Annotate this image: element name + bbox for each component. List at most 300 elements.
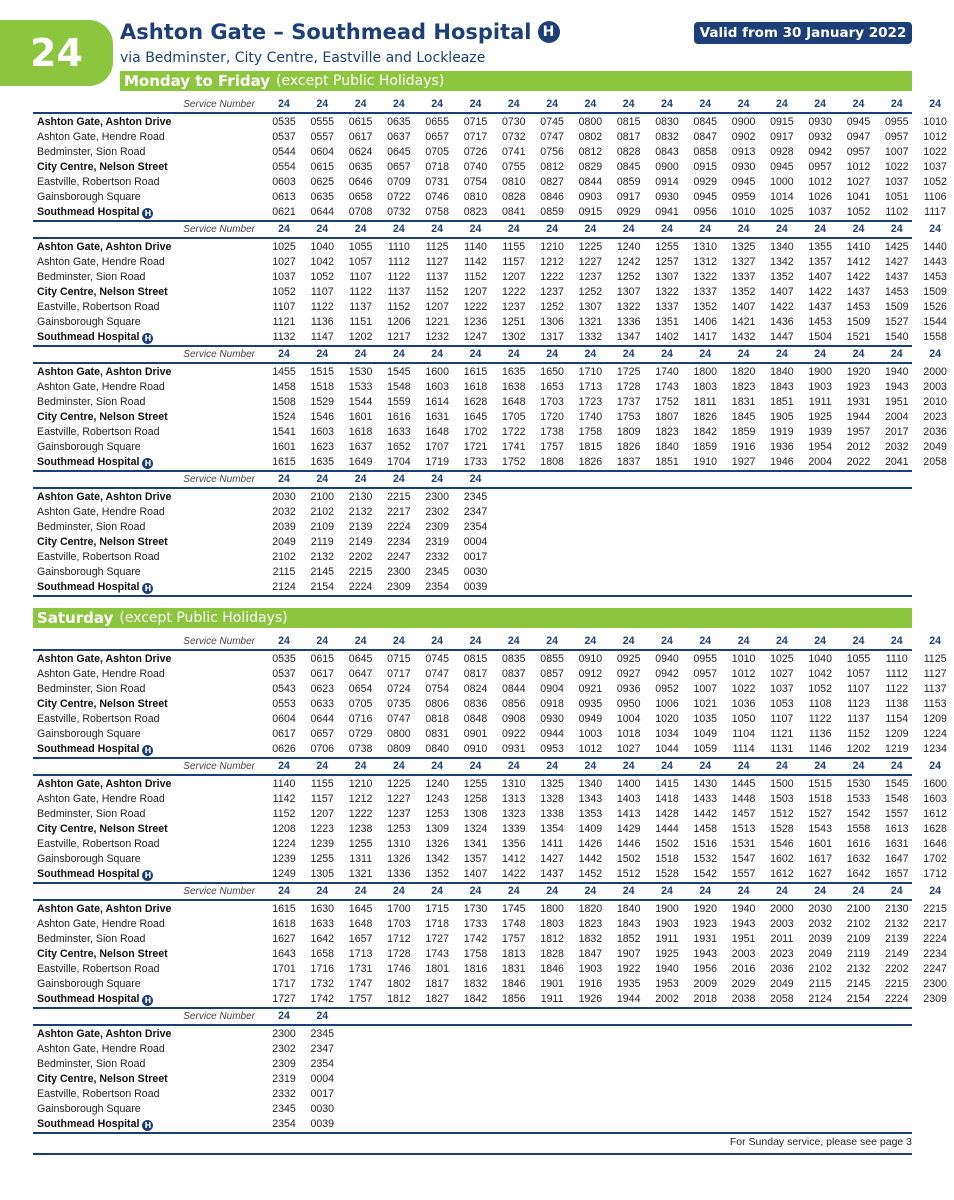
service-number: 24 <box>775 760 788 772</box>
departure-time: 2347 <box>463 506 488 518</box>
departure-time: 1308 <box>463 808 488 820</box>
departure-time: 1518 <box>808 793 832 805</box>
departure-time: 1811 <box>693 396 717 408</box>
departure-time: 2215 <box>348 566 373 578</box>
departure-time: 0741 <box>502 146 526 158</box>
departure-time: 1310 <box>387 838 411 850</box>
departure-time: 1646 <box>923 838 947 850</box>
departure-time: 2347 <box>310 1043 335 1055</box>
departure-time: 1516 <box>693 838 718 850</box>
departure-time: 1502 <box>616 853 641 865</box>
departure-time: 1240 <box>616 241 641 253</box>
departure-time: 1935 <box>616 978 641 990</box>
stop-name-text: Bedminster, Sion Road <box>37 683 146 695</box>
departure-time: 1022 <box>731 683 756 695</box>
timetable-row <box>33 175 947 190</box>
departure-time: 1407 <box>731 301 756 313</box>
departure-time: 0959 <box>731 191 756 203</box>
departure-time: 1757 <box>502 933 526 945</box>
departure-time: 1720 <box>540 411 564 423</box>
departure-time: 1515 <box>808 778 832 790</box>
departure-time: 0957 <box>808 161 832 173</box>
departure-time: 1832 <box>578 933 603 945</box>
service-number: 24 <box>814 348 827 360</box>
departure-time: 0754 <box>425 683 449 695</box>
departure-time: 1645 <box>348 903 373 915</box>
timetable-row <box>33 977 947 992</box>
departure-time: 1125 <box>923 653 947 665</box>
stop-name-text: Eastville, Robertson Road <box>37 963 160 975</box>
hospital-icon: H <box>142 208 153 219</box>
departure-time: 1037 <box>923 161 947 173</box>
departure-time: 1845 <box>731 411 756 423</box>
departure-time: 1322 <box>616 301 641 313</box>
departure-time: 1843 <box>616 918 641 930</box>
departure-time: 1206 <box>387 316 411 328</box>
service-number: 24 <box>507 98 520 110</box>
departure-time: 1840 <box>770 366 794 378</box>
timetable-block <box>33 97 947 222</box>
departure-time: 1010 <box>923 116 947 128</box>
departure-time: 1842 <box>693 426 718 438</box>
service-number: 24 <box>584 223 597 235</box>
stop-name <box>37 520 145 535</box>
departure-time: 2109 <box>846 933 871 945</box>
departure-time: 0004 <box>463 536 488 548</box>
departure-time: 1102 <box>885 206 909 218</box>
departure-time: 1939 <box>808 426 832 438</box>
departure-time: 0929 <box>693 176 718 188</box>
departure-time: 1846 <box>540 963 564 975</box>
departure-time: 1112 <box>387 256 410 268</box>
timetable-row <box>33 947 947 962</box>
departure-time: 2115 <box>272 566 296 578</box>
departure-time: 1852 <box>616 933 641 945</box>
departure-time: 0724 <box>387 683 411 695</box>
departure-time: 1152 <box>387 301 411 313</box>
departure-time: 1132 <box>272 331 296 343</box>
departure-time: 1437 <box>846 286 871 298</box>
departure-time: 2130 <box>885 903 909 915</box>
departure-time: 1803 <box>693 381 718 393</box>
departure-time: 2332 <box>425 551 449 563</box>
departure-time: 0830 <box>655 116 679 128</box>
departure-time: 2215 <box>387 491 411 503</box>
departure-time: 1236 <box>463 316 488 328</box>
departure-time: 0827 <box>540 176 564 188</box>
stop-name <box>37 365 171 380</box>
departure-time: 1421 <box>731 316 756 328</box>
departure-time: 1616 <box>846 838 871 850</box>
departure-time: 1014 <box>770 191 794 203</box>
departure-time: 1721 <box>463 441 488 453</box>
departure-time: 1457 <box>731 808 756 820</box>
departure-time: 2058 <box>770 993 794 1005</box>
service-number: 24 <box>775 635 788 647</box>
stop-name <box>37 1042 165 1057</box>
departure-time: 0930 <box>540 713 564 725</box>
departure-time: 1718 <box>425 918 449 930</box>
departure-time: 1445 <box>731 778 756 790</box>
service-number: 24 <box>890 885 903 897</box>
departure-time: 0847 <box>693 131 718 143</box>
service-number-label: Service Number <box>183 474 255 485</box>
departure-time: 2100 <box>310 491 335 503</box>
departure-time: 1733 <box>463 456 488 468</box>
departure-time: 0554 <box>272 161 296 173</box>
departure-time: 2145 <box>846 978 871 990</box>
departure-time: 2010 <box>923 396 947 408</box>
departure-time: 2011 <box>770 933 794 945</box>
service-number: 24 <box>737 760 750 772</box>
stop-name <box>37 652 171 667</box>
departure-time: 0956 <box>693 206 718 218</box>
stop-name <box>37 285 168 300</box>
service-number: 24 <box>278 1010 290 1022</box>
service-number: 24 <box>852 223 865 235</box>
stop-name <box>37 1027 171 1042</box>
departure-time: 0901 <box>463 728 488 740</box>
departure-time: 1207 <box>425 301 449 313</box>
departure-time: 1823 <box>655 426 679 438</box>
hospital-icon: H <box>142 458 153 469</box>
departure-time: 1713 <box>348 948 373 960</box>
departure-time: 0715 <box>387 653 411 665</box>
departure-time: 1633 <box>310 918 335 930</box>
departure-time: 1752 <box>502 456 526 468</box>
stop-name <box>37 852 141 867</box>
departure-time: 1007 <box>693 683 718 695</box>
departure-time: 1152 <box>425 286 449 298</box>
stop-name-text: Gainsborough Square <box>37 316 141 328</box>
departure-time: 1900 <box>808 366 832 378</box>
stop-name <box>37 175 159 190</box>
departure-time: 2300 <box>425 491 449 503</box>
stop-name-text: Bedminster, Sion Road <box>37 146 146 158</box>
departure-time: 0705 <box>348 698 373 710</box>
stop-name-text: Bedminster, Sion Road <box>37 808 146 820</box>
departure-time: 1311 <box>349 853 372 865</box>
departure-time: 1757 <box>348 993 373 1005</box>
stop-name-text: Gainsborough Square <box>37 441 141 453</box>
departure-time: 1618 <box>348 426 373 438</box>
departure-time: 1509 <box>923 286 947 298</box>
timetable-block <box>33 472 912 597</box>
departure-time: 1815 <box>578 441 603 453</box>
departure-time: 1347 <box>616 331 641 343</box>
departure-time: 2004 <box>808 456 832 468</box>
service-number: 24 <box>354 348 367 360</box>
departure-time: 1922 <box>616 963 641 975</box>
service-number: 24 <box>392 885 405 897</box>
departure-time: 0718 <box>425 161 449 173</box>
departure-time: 1122 <box>349 286 372 298</box>
departure-time: 1242 <box>616 256 641 268</box>
departure-time: 1313 <box>502 793 526 805</box>
service-number: 24 <box>929 223 941 235</box>
stop-name-text: Bedminster, Sion Road <box>37 271 146 283</box>
stop-name <box>37 315 141 330</box>
departure-time: 0800 <box>578 116 603 128</box>
departure-time: 1146 <box>808 743 832 755</box>
stop-name <box>37 205 153 220</box>
service-number-row <box>33 472 912 487</box>
departure-time: 0729 <box>348 728 373 740</box>
departure-time: 1648 <box>348 918 373 930</box>
departure-time: 1800 <box>540 903 564 915</box>
departure-time: 0955 <box>693 653 718 665</box>
footer-rule <box>33 1153 912 1155</box>
departure-time: 0812 <box>540 161 564 173</box>
departure-time: 2016 <box>731 963 756 975</box>
stop-name-text: Eastville, Robertson Road <box>37 301 160 313</box>
departure-time: 1737 <box>616 396 641 408</box>
departure-time: 0647 <box>348 668 373 680</box>
departure-time: 0952 <box>655 683 679 695</box>
departure-time: 1545 <box>885 778 909 790</box>
departure-time: 2309 <box>425 521 449 533</box>
departure-time: 1943 <box>693 948 718 960</box>
departure-time: 2132 <box>348 506 373 518</box>
departure-time: 1717 <box>272 978 296 990</box>
service-number: 24 <box>316 760 329 772</box>
departure-time: 0017 <box>463 551 488 563</box>
departure-time: 0832 <box>655 131 679 143</box>
departure-time: 1325 <box>731 241 756 253</box>
departure-time: 1022 <box>885 161 909 173</box>
hospital-icon: H <box>142 995 153 1006</box>
section-bar-weekday <box>120 71 912 91</box>
service-number: 24 <box>661 98 673 110</box>
departure-time: 1504 <box>808 331 832 343</box>
timetable-row <box>33 365 947 380</box>
stop-name <box>37 410 168 425</box>
departure-time: 1944 <box>616 993 641 1005</box>
departure-time: 0706 <box>310 743 335 755</box>
departure-time: 1602 <box>770 853 794 865</box>
departure-time: 1631 <box>885 838 909 850</box>
departure-time: 0910 <box>578 653 603 665</box>
departure-time: 1417 <box>693 331 718 343</box>
departure-time: 1012 <box>846 161 871 173</box>
timetable-row <box>33 727 947 742</box>
departure-time: 1453 <box>923 271 947 283</box>
departure-time: 2139 <box>348 521 373 533</box>
departure-time: 0947 <box>846 131 871 143</box>
block-top-rule <box>33 487 912 489</box>
departure-time: 1152 <box>272 808 296 820</box>
departure-time: 1615 <box>463 366 488 378</box>
departure-time: 1107 <box>349 271 372 283</box>
service-number: 24 <box>431 98 444 110</box>
departure-time: 2023 <box>923 411 947 423</box>
departure-time: 1840 <box>616 903 641 915</box>
departure-time: 1903 <box>655 918 679 930</box>
departure-time: 1430 <box>693 778 718 790</box>
stop-name <box>37 727 141 742</box>
departure-time: 1342 <box>770 256 794 268</box>
departure-time: 1601 <box>808 838 832 850</box>
stop-name-text: Southmead Hospital <box>37 1118 140 1130</box>
service-number: 24 <box>737 98 750 110</box>
departure-time: 1353 <box>578 808 603 820</box>
departure-time: 1452 <box>578 868 603 880</box>
departure-time: 0635 <box>387 116 411 128</box>
departure-time: 0615 <box>348 116 373 128</box>
departure-time: 1107 <box>310 286 334 298</box>
departure-time: 0945 <box>846 116 871 128</box>
departure-time: 1704 <box>387 456 411 468</box>
block-bottom-rule <box>33 595 912 597</box>
departure-time: 1037 <box>770 683 794 695</box>
stop-name <box>37 565 141 580</box>
departure-time: 1339 <box>502 823 526 835</box>
departure-time: 2100 <box>846 903 871 915</box>
departure-time: 1426 <box>578 838 603 850</box>
departure-time: 1110 <box>885 653 908 665</box>
departure-time: 1052 <box>923 176 947 188</box>
departure-time: 2102 <box>310 506 335 518</box>
departure-time: 1545 <box>387 366 411 378</box>
departure-time: 0655 <box>425 116 449 128</box>
timetable-row <box>33 535 912 550</box>
service-number: 24 <box>890 760 903 772</box>
departure-time: 2102 <box>808 963 832 975</box>
departure-time: 1900 <box>655 903 679 915</box>
timetable-row <box>33 190 947 205</box>
departure-time: 1925 <box>808 411 832 423</box>
departure-time: 1827 <box>425 993 449 1005</box>
departure-time: 1122 <box>885 683 909 695</box>
service-number: 24 <box>890 348 903 360</box>
stop-name <box>37 455 153 470</box>
departure-time: 0738 <box>348 743 373 755</box>
departure-time: 1627 <box>272 933 296 945</box>
timetable-row <box>33 270 947 285</box>
departure-time: 1727 <box>425 933 449 945</box>
block-top-rule <box>33 774 912 776</box>
departure-time: 1642 <box>310 933 335 945</box>
departure-time: 2354 <box>425 581 449 593</box>
departure-time: 1210 <box>540 241 564 253</box>
departure-time: 1237 <box>578 271 603 283</box>
service-number: 24 <box>469 98 482 110</box>
departure-time: 1324 <box>463 823 488 835</box>
route-title <box>120 20 560 44</box>
departure-time: 1108 <box>808 698 832 710</box>
timetable-block <box>33 759 947 884</box>
departure-time: 1400 <box>616 778 641 790</box>
departure-time: 0624 <box>348 146 373 158</box>
departure-time: 1616 <box>387 411 411 423</box>
service-number: 24 <box>431 760 444 772</box>
departure-time: 1207 <box>310 808 335 820</box>
departure-time: 2002 <box>655 993 679 1005</box>
departure-time: 1427 <box>885 256 909 268</box>
departure-time: 0912 <box>578 668 603 680</box>
departure-time: 1907 <box>616 948 641 960</box>
departure-time: 0936 <box>616 683 641 695</box>
departure-time: 1036 <box>731 698 756 710</box>
departure-time: 1544 <box>348 396 373 408</box>
departure-time: 1209 <box>885 728 909 740</box>
departure-time: 0908 <box>502 713 526 725</box>
departure-time: 2215 <box>923 903 947 915</box>
departure-time: 0957 <box>885 131 909 143</box>
service-number: 24 <box>622 223 635 235</box>
departure-time: 1053 <box>770 698 794 710</box>
departure-time: 1828 <box>540 948 564 960</box>
departure-time: 1447 <box>770 331 794 343</box>
departure-time: 1037 <box>885 176 909 188</box>
timetable-row <box>33 807 947 822</box>
departure-time: 1812 <box>540 933 564 945</box>
departure-time: 0910 <box>463 743 488 755</box>
departure-time: 1919 <box>770 426 794 438</box>
departure-time: 1618 <box>463 381 488 393</box>
departure-time: 0917 <box>770 131 794 143</box>
departure-time: 1530 <box>348 366 373 378</box>
departure-time: 2132 <box>885 918 909 930</box>
departure-time: 1004 <box>616 713 641 725</box>
departure-time: 1436 <box>770 316 794 328</box>
service-number: 24 <box>469 348 482 360</box>
departure-time: 1740 <box>655 366 679 378</box>
stop-name <box>37 1072 168 1087</box>
departure-time: 1512 <box>770 808 794 820</box>
departure-time: 1243 <box>425 793 449 805</box>
service-number: 24 <box>507 885 520 897</box>
departure-time: 1603 <box>310 426 335 438</box>
stop-name-text: Ashton Gate, Hendre Road <box>37 1043 165 1055</box>
departure-time: 1022 <box>923 146 947 158</box>
departure-time: 1323 <box>502 808 526 820</box>
stop-name <box>37 932 145 947</box>
departure-time: 1820 <box>578 903 603 915</box>
departure-time: 0944 <box>540 728 564 740</box>
service-number: 24 <box>661 760 673 772</box>
departure-time: 1715 <box>425 903 449 915</box>
stop-name-text: City Centre, Nelson Street <box>37 948 168 960</box>
departure-time: 0017 <box>310 1088 335 1100</box>
departure-time: 1740 <box>578 411 603 423</box>
departure-time: 1851 <box>770 396 794 408</box>
departure-time: 1600 <box>425 366 449 378</box>
departure-time: 1437 <box>808 301 832 313</box>
route-number-badge: 24 <box>0 20 113 86</box>
departure-time: 1340 <box>770 241 794 253</box>
service-number: 24 <box>392 760 405 772</box>
service-number: 24 <box>929 348 941 360</box>
departure-time: 2036 <box>770 963 794 975</box>
departure-time: 1255 <box>655 241 679 253</box>
departure-time: 1911 <box>540 993 564 1005</box>
departure-time: 1851 <box>655 456 679 468</box>
departure-time: 0004 <box>310 1073 335 1085</box>
departure-time: 2049 <box>770 978 794 990</box>
departure-time: 1351 <box>655 316 679 328</box>
departure-time: 1258 <box>463 793 488 805</box>
stop-name-text: Gainsborough Square <box>37 853 141 865</box>
departure-time: 1453 <box>885 286 909 298</box>
timetable-block <box>33 347 947 472</box>
departure-time: 1425 <box>885 241 909 253</box>
departure-time: 1856 <box>502 993 526 1005</box>
timetable-row <box>33 425 947 440</box>
departure-time: 0740 <box>463 161 488 173</box>
departure-time: 2345 <box>272 1103 296 1115</box>
service-number: 24 <box>469 223 482 235</box>
